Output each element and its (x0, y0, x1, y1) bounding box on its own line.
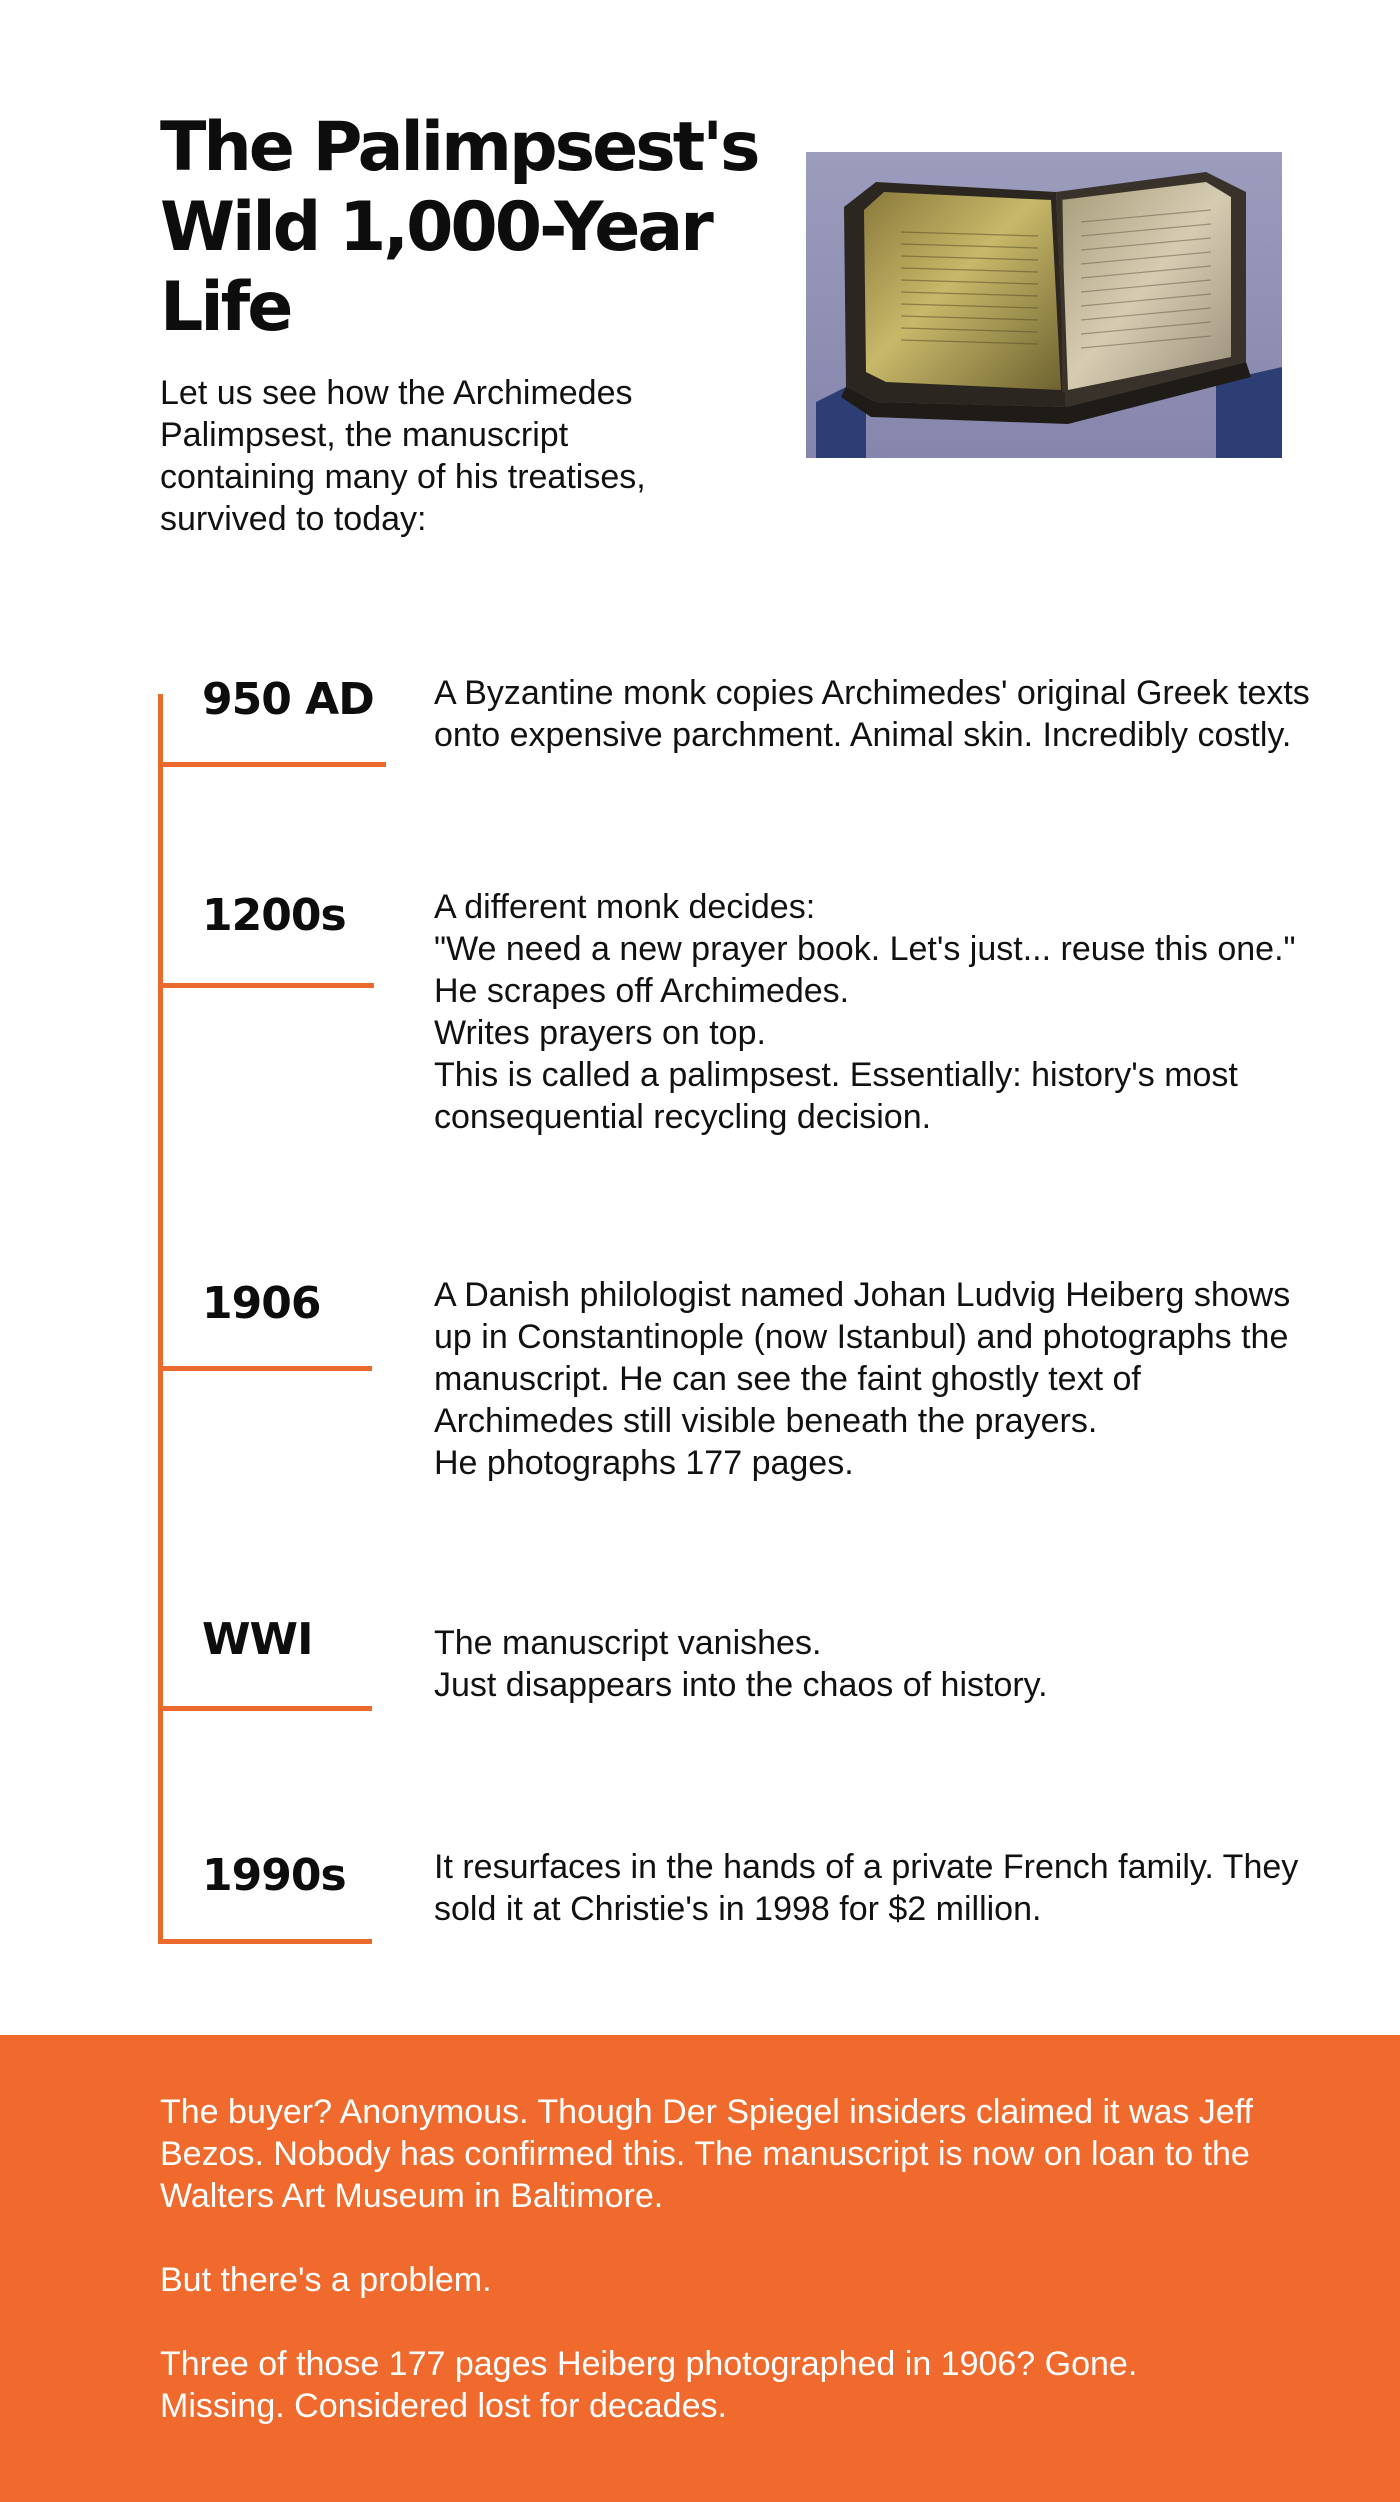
timeline-line (158, 694, 163, 1944)
timeline-year: 950 AD (202, 674, 374, 725)
footer-paragraph-missing: Three of those 177 pages Heiberg photographed in 1906? Gone. Missing. Considered lost for decades. (160, 2345, 1138, 2425)
timeline-year: 1990s (202, 1850, 346, 1901)
timeline-year: WWI (202, 1614, 313, 1665)
footer-paragraph-problem: But there's a problem. (160, 2261, 492, 2299)
manuscript-photo (806, 152, 1282, 458)
intro-text: Let us see how the Archimedes Palimpsest, the manuscript containing many of his treatises, survived to today: (160, 374, 646, 538)
timeline-tick (158, 1706, 372, 1711)
timeline-tick (158, 1939, 372, 1944)
page-title: The Palimpsest's Wild 1,000-Year Life (160, 108, 758, 347)
timeline-year: 1200s (202, 890, 346, 941)
timeline-description: A Danish philologist named Johan Ludvig Heiberg shows up in Constantinople (now Istanbul) and photographs the manuscript. He can see the faint ghostly text of Archimedes still visible beneath the prayers. He photographs 177 pages. (434, 1276, 1291, 1482)
timeline-year: 1906 (202, 1278, 321, 1329)
timeline-tick (158, 762, 386, 767)
timeline-description: A Byzantine monk copies Archimedes' original Greek texts onto expensive parchment. Animal skin. Incredibly costly. (434, 674, 1310, 754)
timeline-description: It resurfaces in the hands of a private French family. They sold it at Christie's in 1998 for $2 million. (434, 1848, 1299, 1928)
timeline-tick (158, 1366, 372, 1371)
footer-section (0, 2035, 1400, 2502)
timeline-tick (158, 983, 374, 988)
footer-paragraph-buyer: The buyer? Anonymous. Though Der Spiegel insiders claimed it was Jeff Bezos. Nobody has confirmed this. The manuscript is now on loan to the Walters Art Museum in Baltimore. (160, 2093, 1253, 2215)
timeline-description: A different monk decides: "We need a new prayer book. Let's just... reuse this one." He scrapes off Archimedes. Writes prayers on top. This is called a palimpsest. Essentially: history's most consequential recycling decision. (434, 888, 1296, 1136)
timeline-description: The manuscript vanishes. Just disappears into the chaos of history. (434, 1624, 1048, 1704)
